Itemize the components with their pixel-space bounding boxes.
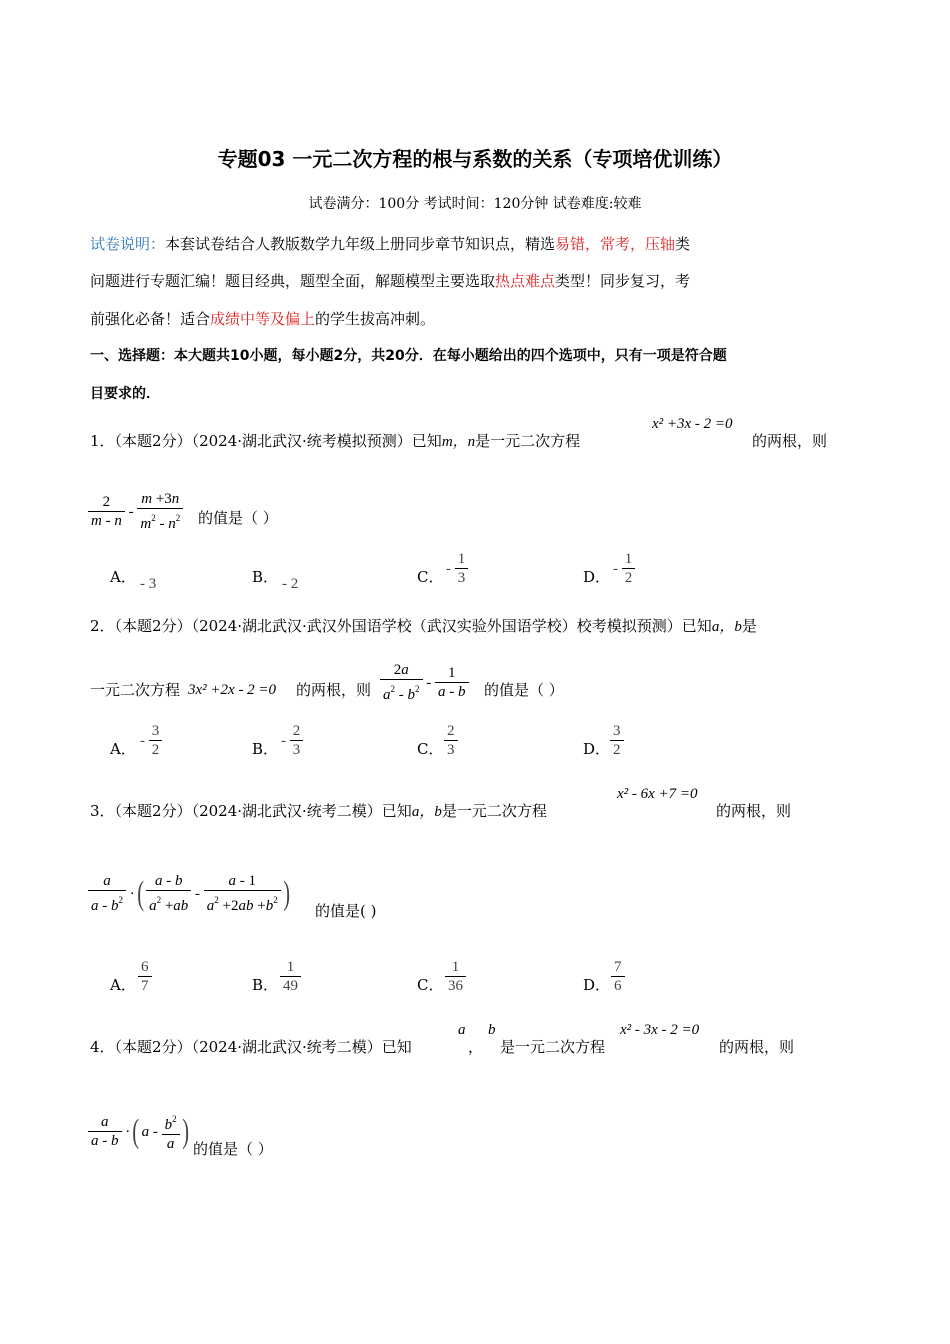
option-value: - 2 xyxy=(282,576,299,592)
question-2-expression: $\frac{2a}{a^2 - b^2}$ - $\frac{1}{a - b}$ xyxy=(380,661,469,704)
intro-line-1 xyxy=(90,233,690,254)
option-c[interactable] xyxy=(417,566,443,587)
option-d[interactable] xyxy=(583,738,610,759)
option-b[interactable] xyxy=(252,738,278,759)
intro-text: 前强化必备！适合 xyxy=(90,310,211,328)
intro-highlight: 易错，常考，压轴 xyxy=(555,235,676,253)
option-label: A． xyxy=(110,976,136,994)
question-text: ， xyxy=(468,1038,484,1056)
equation: 3x² +2x - 2 =0 xyxy=(188,682,277,698)
question-text: 的两根，则 xyxy=(716,802,792,820)
option-b[interactable] xyxy=(252,974,278,995)
option-label: C． xyxy=(417,976,444,994)
option-label: A． xyxy=(110,568,136,586)
variables: a，b xyxy=(411,804,442,820)
intro-text: 的学生拔高冲刺。 xyxy=(315,310,436,328)
option-label: C． xyxy=(417,740,444,758)
option-value: - 3 xyxy=(140,576,157,592)
option-c[interactable] xyxy=(417,738,443,759)
question-3-stem xyxy=(90,800,547,821)
question-2-stem xyxy=(90,615,757,636)
option-label: B． xyxy=(252,976,279,994)
option-b[interactable] xyxy=(252,566,278,587)
question-4-expression: $\frac{a}{a - b}$ ·( a - $\frac{b^2}{a}$ ) xyxy=(88,1110,191,1153)
fraction: $\frac{m +3n}{m^2 - n^2}$ xyxy=(137,490,183,533)
question-text: 2．（本题2分）（2024·湖北武汉·武汉外国语学校（武汉实验外国语学校）校考模拟预测）已知 xyxy=(90,617,712,635)
option-value: $\frac{6}{7}$ xyxy=(138,958,152,995)
option-a[interactable] xyxy=(110,974,136,995)
option-d[interactable] xyxy=(583,566,610,587)
option-label: D． xyxy=(583,740,611,758)
option-c[interactable] xyxy=(417,974,443,995)
question-text: 是 xyxy=(741,617,757,635)
option-label: A． xyxy=(110,740,136,758)
equation: x² +3x - 2 =0 xyxy=(652,416,733,432)
question-text: 的两根，则 xyxy=(719,1038,795,1056)
equation: x² - 3x - 2 =0 xyxy=(620,1022,700,1038)
option-value: - $\frac{3}{2}$ xyxy=(140,722,162,759)
intro-line-2 xyxy=(90,270,690,291)
exam-meta: 试卷满分：100分 考试时间：120分钟 试卷难度:较难 xyxy=(308,196,642,212)
option-label: B． xyxy=(252,740,279,758)
question-text: 是一元二次方程 xyxy=(475,432,581,450)
section-header: 一、选择题：本大题共10小题，每小题2分，共20分．在每小题给出的四个选项中，只有一项是符合题 xyxy=(90,348,727,364)
question-text: 1．（本题2分）（2024·湖北武汉·统考模拟预测）已知 xyxy=(90,432,442,450)
question-text: 一元二次方程 xyxy=(90,681,181,699)
question-text: 是一元二次方程 xyxy=(441,802,547,820)
question-text: 的值是( ) xyxy=(315,902,377,920)
option-label: D． xyxy=(583,976,611,994)
option-value: - $\frac{1}{3}$ xyxy=(446,550,468,587)
question-text: 的两根，则 xyxy=(296,681,372,699)
question-text: 是一元二次方程 xyxy=(500,1038,606,1056)
intro-text: 问题进行专题汇编！题目经典，题型全面，解题模型主要选取 xyxy=(90,272,496,290)
section-header-cont: 目要求的． xyxy=(90,386,160,402)
variables: m，n xyxy=(441,434,476,450)
option-value: $\frac{2}{3}$ xyxy=(444,722,458,759)
question-3-expression: $\frac{a}{a - b^2}$ ·( $\frac{a - b}{a^2 +ab}$ - $\frac{a - 1}{a^2 +2ab +b^2}$ ) xyxy=(88,872,292,915)
option-value: $\frac{1}{49}$ xyxy=(280,958,301,995)
option-value: - $\frac{1}{2}$ xyxy=(613,550,635,587)
fraction: $\frac{2}{m - n}$ xyxy=(88,493,125,530)
question-text: 的值是（ ） xyxy=(484,681,564,699)
variable-a: a xyxy=(458,1022,466,1038)
intro-highlight: 热点难点 xyxy=(495,272,556,290)
intro-text: 类型！同步复习，考 xyxy=(555,272,691,290)
option-label: D． xyxy=(583,568,611,586)
question-1-expression: $\frac{2}{m - n}$ - $\frac{m +3n}{m^2 - n^2}$ xyxy=(88,490,183,533)
question-text: 3．（本题2分）（2024·湖北武汉·统考二模）已知 xyxy=(90,802,412,820)
intro-text: 类 xyxy=(675,235,691,253)
option-a[interactable] xyxy=(110,566,136,587)
question-text: 的两根，则 xyxy=(752,432,828,450)
intro-highlight: 成绩中等及偏上 xyxy=(210,310,316,328)
option-label: C． xyxy=(417,568,444,586)
equation: x² - 6x +7 =0 xyxy=(617,786,698,802)
question-text: 的值是（ ） xyxy=(193,1140,273,1158)
variables: a，b xyxy=(711,619,742,635)
option-label: B． xyxy=(252,568,279,586)
option-value: $\frac{3}{2}$ xyxy=(610,722,624,759)
page-title: 专题03 一元二次方程的根与系数的关系（专项培优训练） xyxy=(217,147,733,171)
option-a[interactable] xyxy=(110,738,136,759)
variable-b: b xyxy=(488,1022,496,1038)
question-text: 的值是（ ） xyxy=(198,509,278,527)
intro-line-3 xyxy=(90,308,435,329)
option-value: - $\frac{2}{3}$ xyxy=(281,722,303,759)
intro-text: 本套试卷结合人教版数学九年级上册同步章节知识点，精选 xyxy=(165,235,556,253)
question-1-stem xyxy=(90,430,580,451)
intro-label: 试卷说明： xyxy=(90,235,166,253)
question-4-stem: 4．（本题2分）（2024·湖北武汉·统考二模）已知 xyxy=(90,1038,412,1056)
option-d[interactable] xyxy=(583,974,610,995)
option-value: $\frac{1}{36}$ xyxy=(445,958,466,995)
option-value: $\frac{7}{6}$ xyxy=(611,958,625,995)
